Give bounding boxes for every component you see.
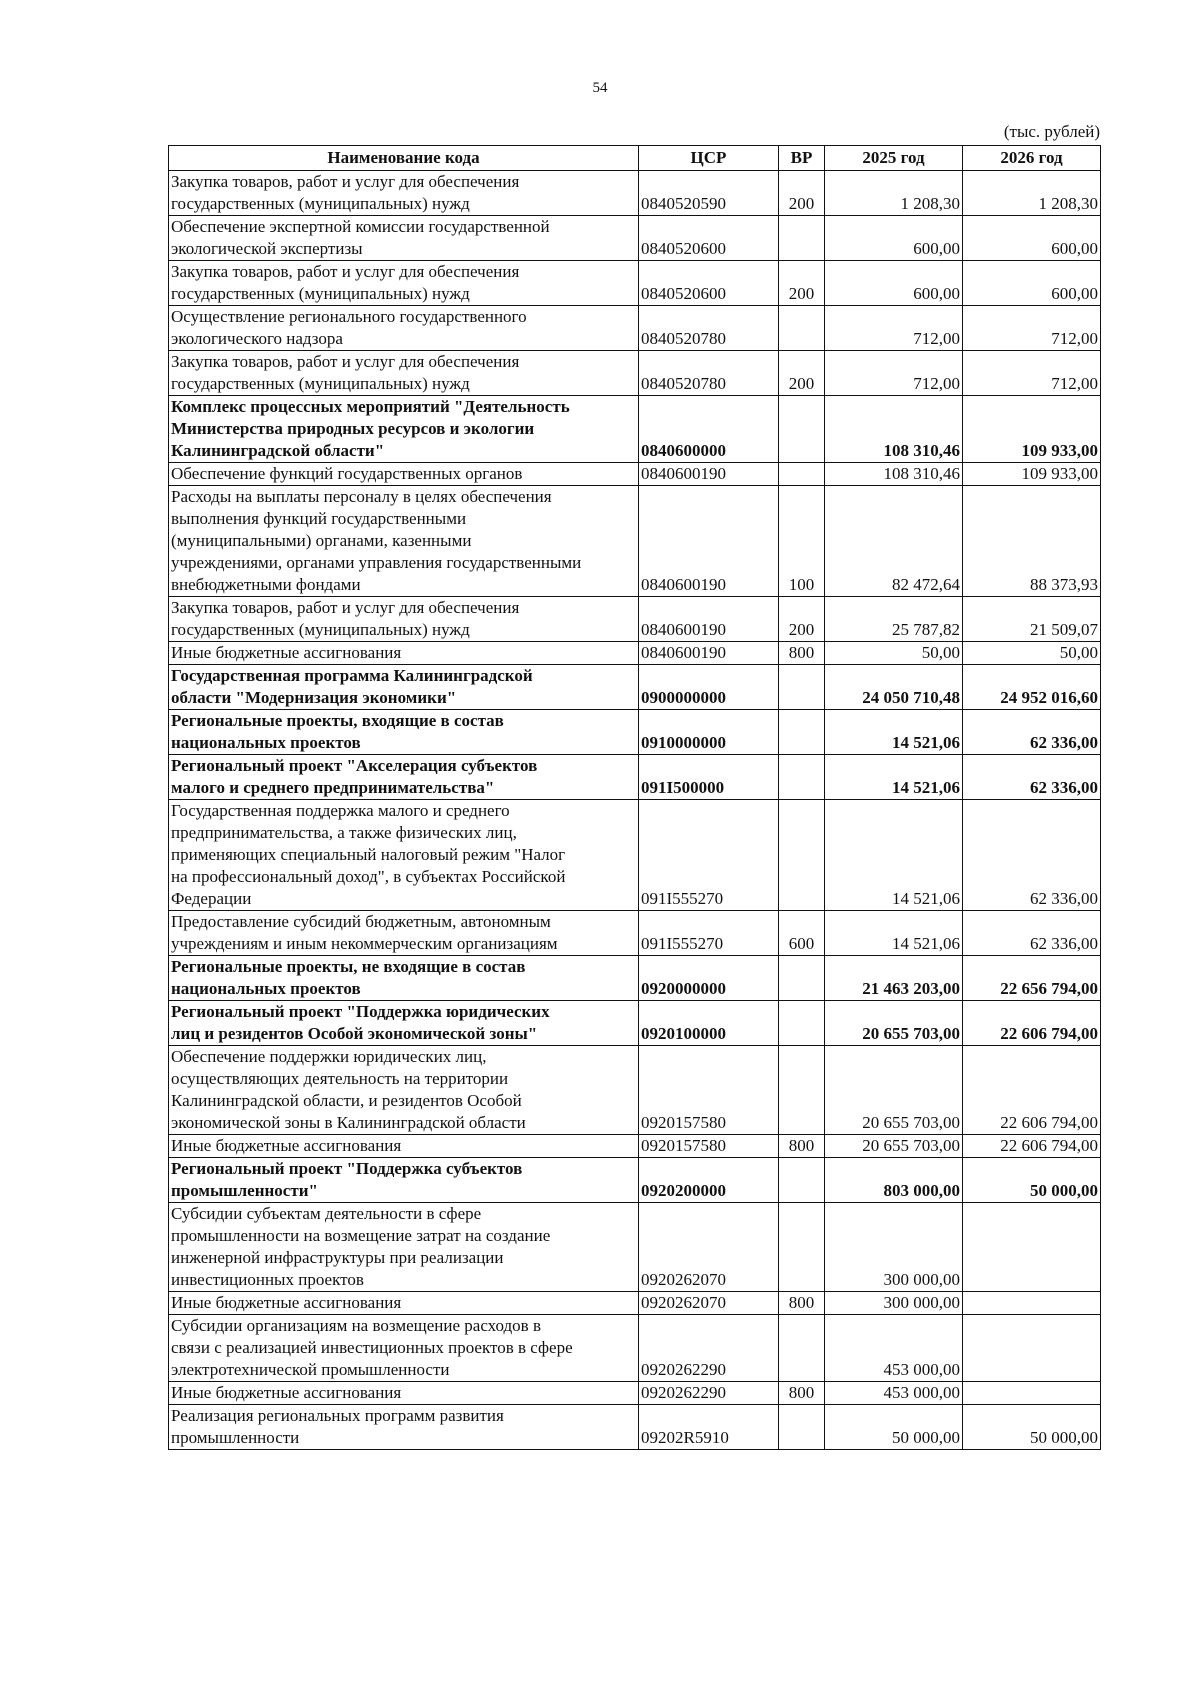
row-2025-cell: 50 000,00 — [825, 1405, 963, 1450]
row-vr-cell: 800 — [779, 1135, 825, 1158]
row-2025-cell: 712,00 — [825, 351, 963, 396]
table-row — [169, 486, 1101, 597]
table-row — [169, 1315, 1101, 1382]
table-body — [169, 171, 1101, 1450]
row-vr-cell: 200 — [779, 171, 825, 216]
row-name-cell: Иные бюджетные ассигнования — [169, 1382, 639, 1405]
row-2025-cell: 108 310,46 — [825, 463, 963, 486]
row-name-cell: Иные бюджетные ассигнования — [169, 642, 639, 665]
row-vr-cell — [779, 956, 825, 1001]
row-vr-cell — [779, 1158, 825, 1203]
table-row — [169, 351, 1101, 396]
row-name-cell: Закупка товаров, работ и услуг для обеспечения государственных (муниципальных) нужд — [169, 351, 639, 396]
row-2026-cell: 22 656 794,00 — [963, 956, 1101, 1001]
table-row — [169, 1001, 1101, 1046]
row-csr-cell: 0920262070 — [639, 1203, 779, 1292]
row-2026-cell: 712,00 — [963, 306, 1101, 351]
page-number: 54 — [592, 80, 608, 96]
row-2026-cell: 109 933,00 — [963, 463, 1101, 486]
row-vr-cell: 800 — [779, 642, 825, 665]
row-2026-cell: 62 336,00 — [963, 710, 1101, 755]
row-2026-cell: 109 933,00 — [963, 396, 1101, 463]
row-name-cell: Реализация региональных программ развития промышленности — [169, 1405, 639, 1450]
row-2025-cell: 20 655 703,00 — [825, 1046, 963, 1135]
unit-note: (тыс. рублей) — [1003, 122, 1100, 141]
row-csr-cell: 0920157580 — [639, 1135, 779, 1158]
row-vr-cell: 600 — [779, 911, 825, 956]
row-vr-cell: 800 — [779, 1382, 825, 1405]
row-csr-cell: 0920157580 — [639, 1046, 779, 1135]
row-vr-cell — [779, 1046, 825, 1135]
row-2025-cell: 50,00 — [825, 642, 963, 665]
table-row — [169, 710, 1101, 755]
row-name-cell: Иные бюджетные ассигнования — [169, 1292, 639, 1315]
row-name-cell: Государственная программа Калининградской области "Модернизация экономики" — [169, 665, 639, 710]
row-vr-cell — [779, 396, 825, 463]
table-header — [169, 146, 1101, 171]
row-2026-cell — [963, 1382, 1101, 1405]
row-2026-cell: 600,00 — [963, 216, 1101, 261]
table-row — [169, 463, 1101, 486]
row-2025-cell: 712,00 — [825, 306, 963, 351]
row-vr-cell — [779, 755, 825, 800]
row-2025-cell: 20 655 703,00 — [825, 1001, 963, 1046]
row-csr-cell: 0910000000 — [639, 710, 779, 755]
row-2025-cell: 25 787,82 — [825, 597, 963, 642]
row-csr-cell: 091I500000 — [639, 755, 779, 800]
row-name-cell: Предоставление субсидий бюджетным, автономным учреждениям и иным некоммерческим организациям — [169, 911, 639, 956]
row-name-cell: Закупка товаров, работ и услуг для обеспечения государственных (муниципальных) нужд — [169, 597, 639, 642]
row-2025-cell: 14 521,06 — [825, 710, 963, 755]
row-2025-cell: 20 655 703,00 — [825, 1135, 963, 1158]
row-2026-cell: 21 509,07 — [963, 597, 1101, 642]
row-2025-cell: 300 000,00 — [825, 1203, 963, 1292]
row-name-cell: Осуществление регионального государственного экологического надзора — [169, 306, 639, 351]
table-row — [169, 1135, 1101, 1158]
row-csr-cell: 0840600190 — [639, 642, 779, 665]
row-vr-cell — [779, 665, 825, 710]
table-row — [169, 1203, 1101, 1292]
row-2025-cell: 600,00 — [825, 216, 963, 261]
row-2026-cell: 22 606 794,00 — [963, 1135, 1101, 1158]
header-2025: 2025 год — [825, 146, 963, 171]
row-vr-cell — [779, 1001, 825, 1046]
row-2025-cell: 108 310,46 — [825, 396, 963, 463]
row-vr-cell — [779, 1315, 825, 1382]
row-name-cell: Региональный проект "Акселерация субъектов малого и среднего предпринимательства" — [169, 755, 639, 800]
row-vr-cell — [779, 306, 825, 351]
row-name-cell: Субсидии организациям на возмещение расходов в связи с реализацией инвестиционных проектов в сфере электротехнической промышленности — [169, 1315, 639, 1382]
table-row — [169, 1382, 1101, 1405]
row-vr-cell: 800 — [779, 1292, 825, 1315]
row-2025-cell: 803 000,00 — [825, 1158, 963, 1203]
row-2025-cell: 24 050 710,48 — [825, 665, 963, 710]
row-csr-cell: 091I555270 — [639, 911, 779, 956]
row-csr-cell: 0840520600 — [639, 216, 779, 261]
table-row — [169, 800, 1101, 911]
row-name-cell: Закупка товаров, работ и услуг для обеспечения государственных (муниципальных) нужд — [169, 261, 639, 306]
row-csr-cell: 0840520780 — [639, 306, 779, 351]
table-row — [169, 665, 1101, 710]
row-2026-cell: 62 336,00 — [963, 911, 1101, 956]
row-csr-cell: 091I555270 — [639, 800, 779, 911]
table-row — [169, 1292, 1101, 1315]
row-csr-cell: 0840600000 — [639, 396, 779, 463]
row-vr-cell: 200 — [779, 261, 825, 306]
row-2026-cell: 50 000,00 — [963, 1158, 1101, 1203]
table-row — [169, 261, 1101, 306]
row-vr-cell — [779, 1405, 825, 1450]
table-row — [169, 642, 1101, 665]
header-2026: 2026 год — [963, 146, 1101, 171]
table-row — [169, 306, 1101, 351]
row-csr-cell: 0920262290 — [639, 1315, 779, 1382]
row-vr-cell — [779, 710, 825, 755]
row-name-cell: Субсидии субъектам деятельности в сфере промышленности на возмещение затрат на создание инженерной инфраструктуры при реализации инвестиционных проектов — [169, 1203, 639, 1292]
row-2026-cell: 62 336,00 — [963, 800, 1101, 911]
row-2025-cell: 300 000,00 — [825, 1292, 963, 1315]
row-2025-cell: 14 521,06 — [825, 755, 963, 800]
header-name: Наименование кода — [169, 146, 639, 171]
header-csr: ЦСР — [639, 146, 779, 171]
row-2026-cell: 50,00 — [963, 642, 1101, 665]
row-2025-cell: 14 521,06 — [825, 800, 963, 911]
row-name-cell: Закупка товаров, работ и услуг для обеспечения государственных (муниципальных) нужд — [169, 171, 639, 216]
row-name-cell: Региональные проекты, не входящие в состав национальных проектов — [169, 956, 639, 1001]
row-2025-cell: 21 463 203,00 — [825, 956, 963, 1001]
row-2026-cell — [963, 1292, 1101, 1315]
row-csr-cell: 0920100000 — [639, 1001, 779, 1046]
row-name-cell: Обеспечение поддержки юридических лиц, осуществляющих деятельность на территории Калининградской области, и резидентов Особой экономической зоны в Калининградской области — [169, 1046, 639, 1135]
row-vr-cell — [779, 1203, 825, 1292]
row-csr-cell: 0920262070 — [639, 1292, 779, 1315]
row-vr-cell — [779, 463, 825, 486]
row-2026-cell: 22 606 794,00 — [963, 1001, 1101, 1046]
row-2026-cell: 50 000,00 — [963, 1405, 1101, 1450]
row-2026-cell: 712,00 — [963, 351, 1101, 396]
row-2026-cell: 1 208,30 — [963, 171, 1101, 216]
row-csr-cell: 0840520600 — [639, 261, 779, 306]
row-name-cell: Государственная поддержка малого и среднего предпринимательства, а также физических лиц, применяющих специальный налоговый режим "Налог на профессиональный доход", в субъектах Российской Федерации — [169, 800, 639, 911]
table-row — [169, 1405, 1101, 1450]
row-2026-cell — [963, 1315, 1101, 1382]
row-csr-cell: 0920000000 — [639, 956, 779, 1001]
row-name-cell: Региональные проекты, входящие в состав национальных проектов — [169, 710, 639, 755]
table-row — [169, 956, 1101, 1001]
table-row — [169, 597, 1101, 642]
row-csr-cell: 0920262290 — [639, 1382, 779, 1405]
row-name-cell: Региональный проект "Поддержка субъектов промышленности" — [169, 1158, 639, 1203]
row-csr-cell: 0840520590 — [639, 171, 779, 216]
table-row — [169, 755, 1101, 800]
row-csr-cell: 0840600190 — [639, 486, 779, 597]
row-csr-cell: 0840520780 — [639, 351, 779, 396]
row-2026-cell: 600,00 — [963, 261, 1101, 306]
row-name-cell: Комплекс процессных мероприятий "Деятельность Министерства природных ресурсов и экологии Калининградской области" — [169, 396, 639, 463]
table-row — [169, 1158, 1101, 1203]
table-row — [169, 911, 1101, 956]
row-2025-cell: 82 472,64 — [825, 486, 963, 597]
table-row — [169, 216, 1101, 261]
row-csr-cell: 0840600190 — [639, 597, 779, 642]
row-name-cell: Иные бюджетные ассигнования — [169, 1135, 639, 1158]
row-2026-cell: 62 336,00 — [963, 755, 1101, 800]
table-row — [169, 171, 1101, 216]
row-2025-cell: 600,00 — [825, 261, 963, 306]
row-2026-cell: 22 606 794,00 — [963, 1046, 1101, 1135]
row-csr-cell: 09202R5910 — [639, 1405, 779, 1450]
table-row — [169, 1046, 1101, 1135]
row-name-cell: Расходы на выплаты персоналу в целях обеспечения выполнения функций государственными (муниципальными) органами, казенными учреждениями, органами управления государственными внебюджетными фондами — [169, 486, 639, 597]
row-2025-cell: 453 000,00 — [825, 1382, 963, 1405]
row-name-cell: Обеспечение экспертной комиссии государственной экологической экспертизы — [169, 216, 639, 261]
row-vr-cell — [779, 800, 825, 911]
row-2025-cell: 14 521,06 — [825, 911, 963, 956]
row-csr-cell: 0900000000 — [639, 665, 779, 710]
row-vr-cell — [779, 216, 825, 261]
table-row — [169, 396, 1101, 463]
row-csr-cell: 0840600190 — [639, 463, 779, 486]
row-name-cell: Региональный проект "Поддержка юридических лиц и резидентов Особой экономической зоны" — [169, 1001, 639, 1046]
row-2026-cell — [963, 1203, 1101, 1292]
budget-table — [168, 145, 1101, 1450]
row-vr-cell: 200 — [779, 351, 825, 396]
row-2026-cell: 88 373,93 — [963, 486, 1101, 597]
row-name-cell: Обеспечение функций государственных органов — [169, 463, 639, 486]
row-2025-cell: 453 000,00 — [825, 1315, 963, 1382]
row-2026-cell: 24 952 016,60 — [963, 665, 1101, 710]
row-csr-cell: 0920200000 — [639, 1158, 779, 1203]
row-vr-cell: 100 — [779, 486, 825, 597]
row-vr-cell: 200 — [779, 597, 825, 642]
row-2025-cell: 1 208,30 — [825, 171, 963, 216]
header-vr: ВР — [779, 146, 825, 171]
